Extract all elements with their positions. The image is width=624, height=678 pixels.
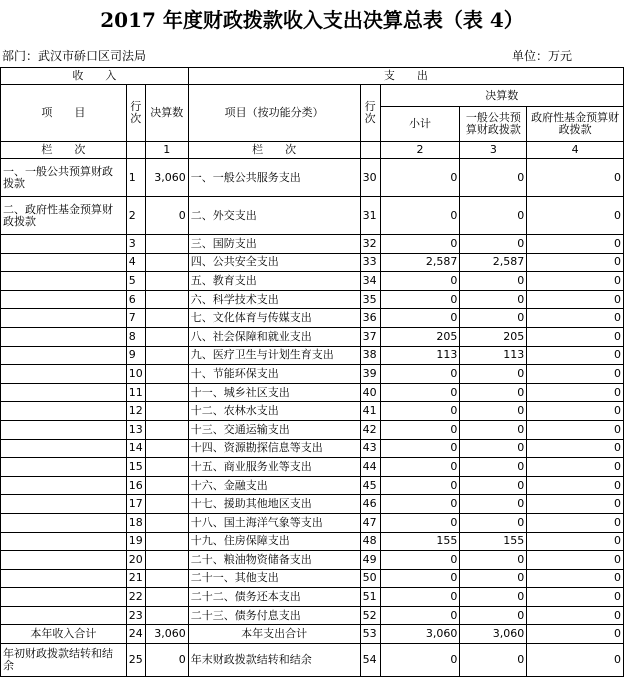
- table-row: [1, 346, 624, 365]
- fund-budget-header: 政府性基金预算财政拨款: [527, 107, 624, 142]
- fund-budget-cell: 0: [527, 402, 624, 421]
- income-amount-cell: [145, 290, 188, 309]
- income-item-cell: [1, 290, 127, 309]
- subtotal-cell: 0: [380, 439, 460, 458]
- general-budget-cell: 3,060: [460, 625, 527, 644]
- subtotal-cell: 0: [380, 588, 460, 607]
- income-amount-cell: [145, 383, 188, 402]
- expense-row-no-cell: 52: [360, 606, 380, 625]
- fund-budget-cell: 0: [527, 439, 624, 458]
- subtotal-cell: 0: [380, 159, 460, 197]
- expense-row-no-cell: 51: [360, 588, 380, 607]
- general-budget-cell: 0: [460, 551, 527, 570]
- income-amount-cell: 3,060: [145, 159, 188, 197]
- table-row: [1, 253, 624, 272]
- budget-table: [0, 67, 624, 677]
- income-row-no-cell: 1: [126, 159, 145, 197]
- income-amount-cell: [145, 402, 188, 421]
- income-item-cell: [1, 588, 127, 607]
- row-no-header-2: 行次: [360, 85, 380, 142]
- income-amount-cell: [145, 327, 188, 346]
- income-item-cell: [1, 327, 127, 346]
- general-budget-cell: 0: [460, 383, 527, 402]
- col1-label: 1: [145, 142, 188, 159]
- income-row-no-cell: 6: [126, 290, 145, 309]
- table-row: [1, 569, 624, 588]
- subtotal-cell: 0: [380, 197, 460, 235]
- fund-budget-cell: 0: [527, 159, 624, 197]
- fund-budget-cell: 0: [527, 532, 624, 551]
- fund-budget-cell: 0: [527, 606, 624, 625]
- fund-budget-cell: 0: [527, 327, 624, 346]
- fund-budget-cell: 0: [527, 365, 624, 384]
- general-budget-cell: 0: [460, 309, 527, 328]
- general-budget-cell: 0: [460, 458, 527, 477]
- income-amount-cell: [145, 458, 188, 477]
- expense-row-no-cell: 54: [360, 644, 380, 677]
- expense-row-no-cell: 31: [360, 197, 380, 235]
- subtotal-cell: 0: [380, 365, 460, 384]
- income-row-no-cell: 13: [126, 420, 145, 439]
- subtotal-cell: 0: [380, 569, 460, 588]
- general-budget-cell: 0: [460, 476, 527, 495]
- lanci-label-2: 栏 次: [188, 142, 360, 159]
- func-item-header: 项目（按功能分类）: [188, 85, 360, 142]
- item-header: 项 目: [1, 85, 127, 142]
- income-item-cell: [1, 420, 127, 439]
- income-amount-cell: [145, 346, 188, 365]
- expense-item-cell: 二十三、债务付息支出: [188, 606, 360, 625]
- general-budget-cell: 0: [460, 644, 527, 677]
- income-amount-cell: [145, 495, 188, 514]
- table-row: [1, 439, 624, 458]
- table-row: [1, 551, 624, 570]
- subtotal-cell: 0: [380, 272, 460, 291]
- income-item-cell: [1, 606, 127, 625]
- fund-budget-cell: 0: [527, 290, 624, 309]
- expense-item-cell: 二、外交支出: [188, 197, 360, 235]
- general-budget-cell: 0: [460, 588, 527, 607]
- expense-item-cell: 十七、援助其他地区支出: [188, 495, 360, 514]
- expense-row-no-cell: 34: [360, 272, 380, 291]
- subtotal-cell: 0: [380, 551, 460, 570]
- income-amount-cell: [145, 588, 188, 607]
- lanci-label: 栏 次: [1, 142, 127, 159]
- general-budget-cell: 0: [460, 569, 527, 588]
- table-row: [1, 327, 624, 346]
- income-amount-cell: [145, 365, 188, 384]
- income-item-cell: [1, 513, 127, 532]
- expense-item-cell: 二十、粮油物资储备支出: [188, 551, 360, 570]
- expense-item-cell: 九、医疗卫生与计划生育支出: [188, 346, 360, 365]
- col3-label: 3: [460, 142, 527, 159]
- income-amount-cell: 0: [145, 644, 188, 677]
- fund-budget-cell: 0: [527, 476, 624, 495]
- income-item-cell: 年初财政拨款结转和结余: [1, 644, 127, 677]
- table-row: [1, 476, 624, 495]
- income-amount-cell: [145, 309, 188, 328]
- income-row-no-cell: 4: [126, 253, 145, 272]
- budget-amount-header: 决算数: [145, 85, 188, 142]
- col4-label: 4: [527, 142, 624, 159]
- expense-item-cell: 十五、商业服务业等支出: [188, 458, 360, 477]
- expense-row-no-cell: 50: [360, 569, 380, 588]
- income-row-no-cell: 19: [126, 532, 145, 551]
- expense-item-cell: 十六、金融支出: [188, 476, 360, 495]
- expense-item-cell: 十二、农林水支出: [188, 402, 360, 421]
- table-row: [1, 402, 624, 421]
- budget-group-header: 决算数: [380, 85, 623, 107]
- income-row-no-cell: 20: [126, 551, 145, 570]
- expense-item-cell: 四、公共安全支出: [188, 253, 360, 272]
- table-row: [1, 513, 624, 532]
- income-amount-cell: [145, 569, 188, 588]
- subtotal-cell: 0: [380, 513, 460, 532]
- subtotal-cell: 205: [380, 327, 460, 346]
- col2-label: 2: [380, 142, 460, 159]
- expense-item-cell: 三、国防支出: [188, 235, 360, 254]
- subtotal-cell: 3,060: [380, 625, 460, 644]
- expense-row-no-cell: 39: [360, 365, 380, 384]
- expense-row-no-cell: 47: [360, 513, 380, 532]
- income-row-no-cell: 11: [126, 383, 145, 402]
- general-budget-cell: 205: [460, 327, 527, 346]
- income-item-cell: [1, 365, 127, 384]
- subtotal-cell: 0: [380, 644, 460, 677]
- fund-budget-cell: 0: [527, 272, 624, 291]
- income-item-cell: [1, 458, 127, 477]
- general-budget-cell: 0: [460, 365, 527, 384]
- subtotal-cell: 0: [380, 383, 460, 402]
- table-row: [1, 197, 624, 235]
- table-row: [1, 458, 624, 477]
- subtotal-cell: 0: [380, 458, 460, 477]
- subtotal-cell: 0: [380, 476, 460, 495]
- income-item-cell: [1, 551, 127, 570]
- expense-item-cell: 八、社会保障和就业支出: [188, 327, 360, 346]
- expense-item-cell: 十四、资源勘探信息等支出: [188, 439, 360, 458]
- income-row-no-cell: 16: [126, 476, 145, 495]
- income-item-cell: [1, 476, 127, 495]
- table-row: [1, 644, 624, 677]
- subtotal-cell: 0: [380, 420, 460, 439]
- table-row: [1, 272, 624, 291]
- table-row: [1, 420, 624, 439]
- subtotal-cell: 0: [380, 402, 460, 421]
- general-budget-cell: 0: [460, 159, 527, 197]
- expense-row-no-cell: 53: [360, 625, 380, 644]
- expense-row-no-cell: 37: [360, 327, 380, 346]
- lanci-blank: [126, 142, 145, 159]
- table-row: [1, 365, 624, 384]
- general-budget-cell: 0: [460, 272, 527, 291]
- expense-item-cell: 一、一般公共服务支出: [188, 159, 360, 197]
- fund-budget-cell: 0: [527, 197, 624, 235]
- fund-budget-cell: 0: [527, 346, 624, 365]
- income-amount-cell: 3,060: [145, 625, 188, 644]
- income-item-cell: [1, 253, 127, 272]
- income-item-cell: [1, 402, 127, 421]
- income-row-no-cell: 5: [126, 272, 145, 291]
- fund-budget-cell: 0: [527, 253, 624, 272]
- income-row-no-cell: 10: [126, 365, 145, 384]
- subtotal-cell: 0: [380, 495, 460, 514]
- subtotal-cell: 2,587: [380, 253, 460, 272]
- fund-budget-cell: 0: [527, 569, 624, 588]
- lanci-blank-2: [360, 142, 380, 159]
- subtotal-cell: 0: [380, 309, 460, 328]
- subtotal-cell: 0: [380, 290, 460, 309]
- general-budget-cell: 113: [460, 346, 527, 365]
- income-amount-cell: [145, 235, 188, 254]
- expense-item-cell: 二十二、债务还本支出: [188, 588, 360, 607]
- expense-row-no-cell: 35: [360, 290, 380, 309]
- subtotal-cell: 0: [380, 606, 460, 625]
- income-row-no-cell: 7: [126, 309, 145, 328]
- table-row: [1, 588, 624, 607]
- expense-row-no-cell: 45: [360, 476, 380, 495]
- income-row-no-cell: 24: [126, 625, 145, 644]
- fund-budget-cell: 0: [527, 495, 624, 514]
- general-budget-cell: 0: [460, 290, 527, 309]
- expense-row-no-cell: 43: [360, 439, 380, 458]
- expense-row-no-cell: 30: [360, 159, 380, 197]
- general-budget-cell: 0: [460, 420, 527, 439]
- expense-row-no-cell: 46: [360, 495, 380, 514]
- table-row: [1, 625, 624, 644]
- subtotal-cell: 0: [380, 235, 460, 254]
- income-row-no-cell: 17: [126, 495, 145, 514]
- expense-item-cell: 六、科学技术支出: [188, 290, 360, 309]
- expense-row-no-cell: 33: [360, 253, 380, 272]
- expense-item-cell: 二十一、其他支出: [188, 569, 360, 588]
- report-title: 2017 年度财政拨款收入支出决算总表（表 4）: [100, 8, 524, 32]
- table-row: [1, 290, 624, 309]
- income-amount-cell: [145, 532, 188, 551]
- fund-budget-cell: 0: [527, 383, 624, 402]
- income-item-cell: [1, 346, 127, 365]
- fund-budget-cell: 0: [527, 513, 624, 532]
- general-budget-cell: 155: [460, 532, 527, 551]
- fund-budget-cell: 0: [527, 644, 624, 677]
- fund-budget-cell: 0: [527, 551, 624, 570]
- table-row: [1, 159, 624, 197]
- table-row: [1, 235, 624, 254]
- income-row-no-cell: 15: [126, 458, 145, 477]
- expense-row-no-cell: 44: [360, 458, 380, 477]
- income-item-cell: [1, 532, 127, 551]
- income-amount-cell: [145, 513, 188, 532]
- income-amount-cell: [145, 551, 188, 570]
- income-row-no-cell: 12: [126, 402, 145, 421]
- income-item-cell: [1, 309, 127, 328]
- general-budget-header: 一般公共预算财政拨款: [460, 107, 527, 142]
- income-amount-cell: [145, 439, 188, 458]
- department-label: 部门：武汉市硚口区司法局: [2, 49, 147, 63]
- fund-budget-cell: 0: [527, 309, 624, 328]
- general-budget-cell: 0: [460, 606, 527, 625]
- income-item-cell: [1, 569, 127, 588]
- expense-row-no-cell: 40: [360, 383, 380, 402]
- subtotal-header: 小计: [380, 107, 460, 142]
- income-row-no-cell: 2: [126, 197, 145, 235]
- income-row-no-cell: 9: [126, 346, 145, 365]
- income-item-cell: [1, 272, 127, 291]
- general-budget-cell: 0: [460, 402, 527, 421]
- income-amount-cell: [145, 606, 188, 625]
- income-row-no-cell: 18: [126, 513, 145, 532]
- fund-budget-cell: 0: [527, 588, 624, 607]
- income-amount-cell: [145, 476, 188, 495]
- income-item-cell: [1, 383, 127, 402]
- expense-row-no-cell: 48: [360, 532, 380, 551]
- expense-row-no-cell: 36: [360, 309, 380, 328]
- income-row-no-cell: 23: [126, 606, 145, 625]
- general-budget-cell: 0: [460, 513, 527, 532]
- income-item-cell: 本年收入合计: [1, 625, 127, 644]
- expense-row-no-cell: 42: [360, 420, 380, 439]
- income-row-no-cell: 25: [126, 644, 145, 677]
- expense-item-cell: 十八、国土海洋气象等支出: [188, 513, 360, 532]
- general-budget-cell: 0: [460, 495, 527, 514]
- income-amount-cell: 0: [145, 197, 188, 235]
- income-amount-cell: [145, 272, 188, 291]
- expense-item-cell: 本年支出合计: [188, 625, 360, 644]
- income-item-cell: [1, 495, 127, 514]
- subtotal-cell: 113: [380, 346, 460, 365]
- income-item-cell: 一、一般公共预算财政拨款: [1, 159, 127, 197]
- income-row-no-cell: 3: [126, 235, 145, 254]
- general-budget-cell: 0: [460, 235, 527, 254]
- expense-item-cell: 年末财政拨款结转和结余: [188, 644, 360, 677]
- income-header: 收 入: [1, 68, 189, 85]
- row-no-header: 行次: [126, 85, 145, 142]
- subtotal-cell: 155: [380, 532, 460, 551]
- income-row-no-cell: 22: [126, 588, 145, 607]
- general-budget-cell: 0: [460, 197, 527, 235]
- expense-row-no-cell: 49: [360, 551, 380, 570]
- expense-header: 支 出: [188, 68, 623, 85]
- income-amount-cell: [145, 253, 188, 272]
- table-row: [1, 532, 624, 551]
- fund-budget-cell: 0: [527, 458, 624, 477]
- expense-row-no-cell: 38: [360, 346, 380, 365]
- table-row: [1, 309, 624, 328]
- table-row: [1, 383, 624, 402]
- income-row-no-cell: 21: [126, 569, 145, 588]
- expense-row-no-cell: 32: [360, 235, 380, 254]
- expense-item-cell: 十一、城乡社区支出: [188, 383, 360, 402]
- fund-budget-cell: 0: [527, 420, 624, 439]
- expense-row-no-cell: 41: [360, 402, 380, 421]
- fund-budget-cell: 0: [527, 235, 624, 254]
- table-row: [1, 495, 624, 514]
- income-item-cell: [1, 235, 127, 254]
- expense-item-cell: 十九、住房保障支出: [188, 532, 360, 551]
- income-row-no-cell: 14: [126, 439, 145, 458]
- expense-item-cell: 十、节能环保支出: [188, 365, 360, 384]
- income-amount-cell: [145, 420, 188, 439]
- fund-budget-cell: 0: [527, 625, 624, 644]
- expense-item-cell: 五、教育支出: [188, 272, 360, 291]
- unit-label: 单位：万元: [512, 49, 573, 63]
- general-budget-cell: 2,587: [460, 253, 527, 272]
- expense-item-cell: 十三、交通运输支出: [188, 420, 360, 439]
- income-row-no-cell: 8: [126, 327, 145, 346]
- table-row: [1, 606, 624, 625]
- income-item-cell: 二、政府性基金预算财政拨款: [1, 197, 127, 235]
- expense-item-cell: 七、文化体育与传媒支出: [188, 309, 360, 328]
- general-budget-cell: 0: [460, 439, 527, 458]
- income-item-cell: [1, 439, 127, 458]
